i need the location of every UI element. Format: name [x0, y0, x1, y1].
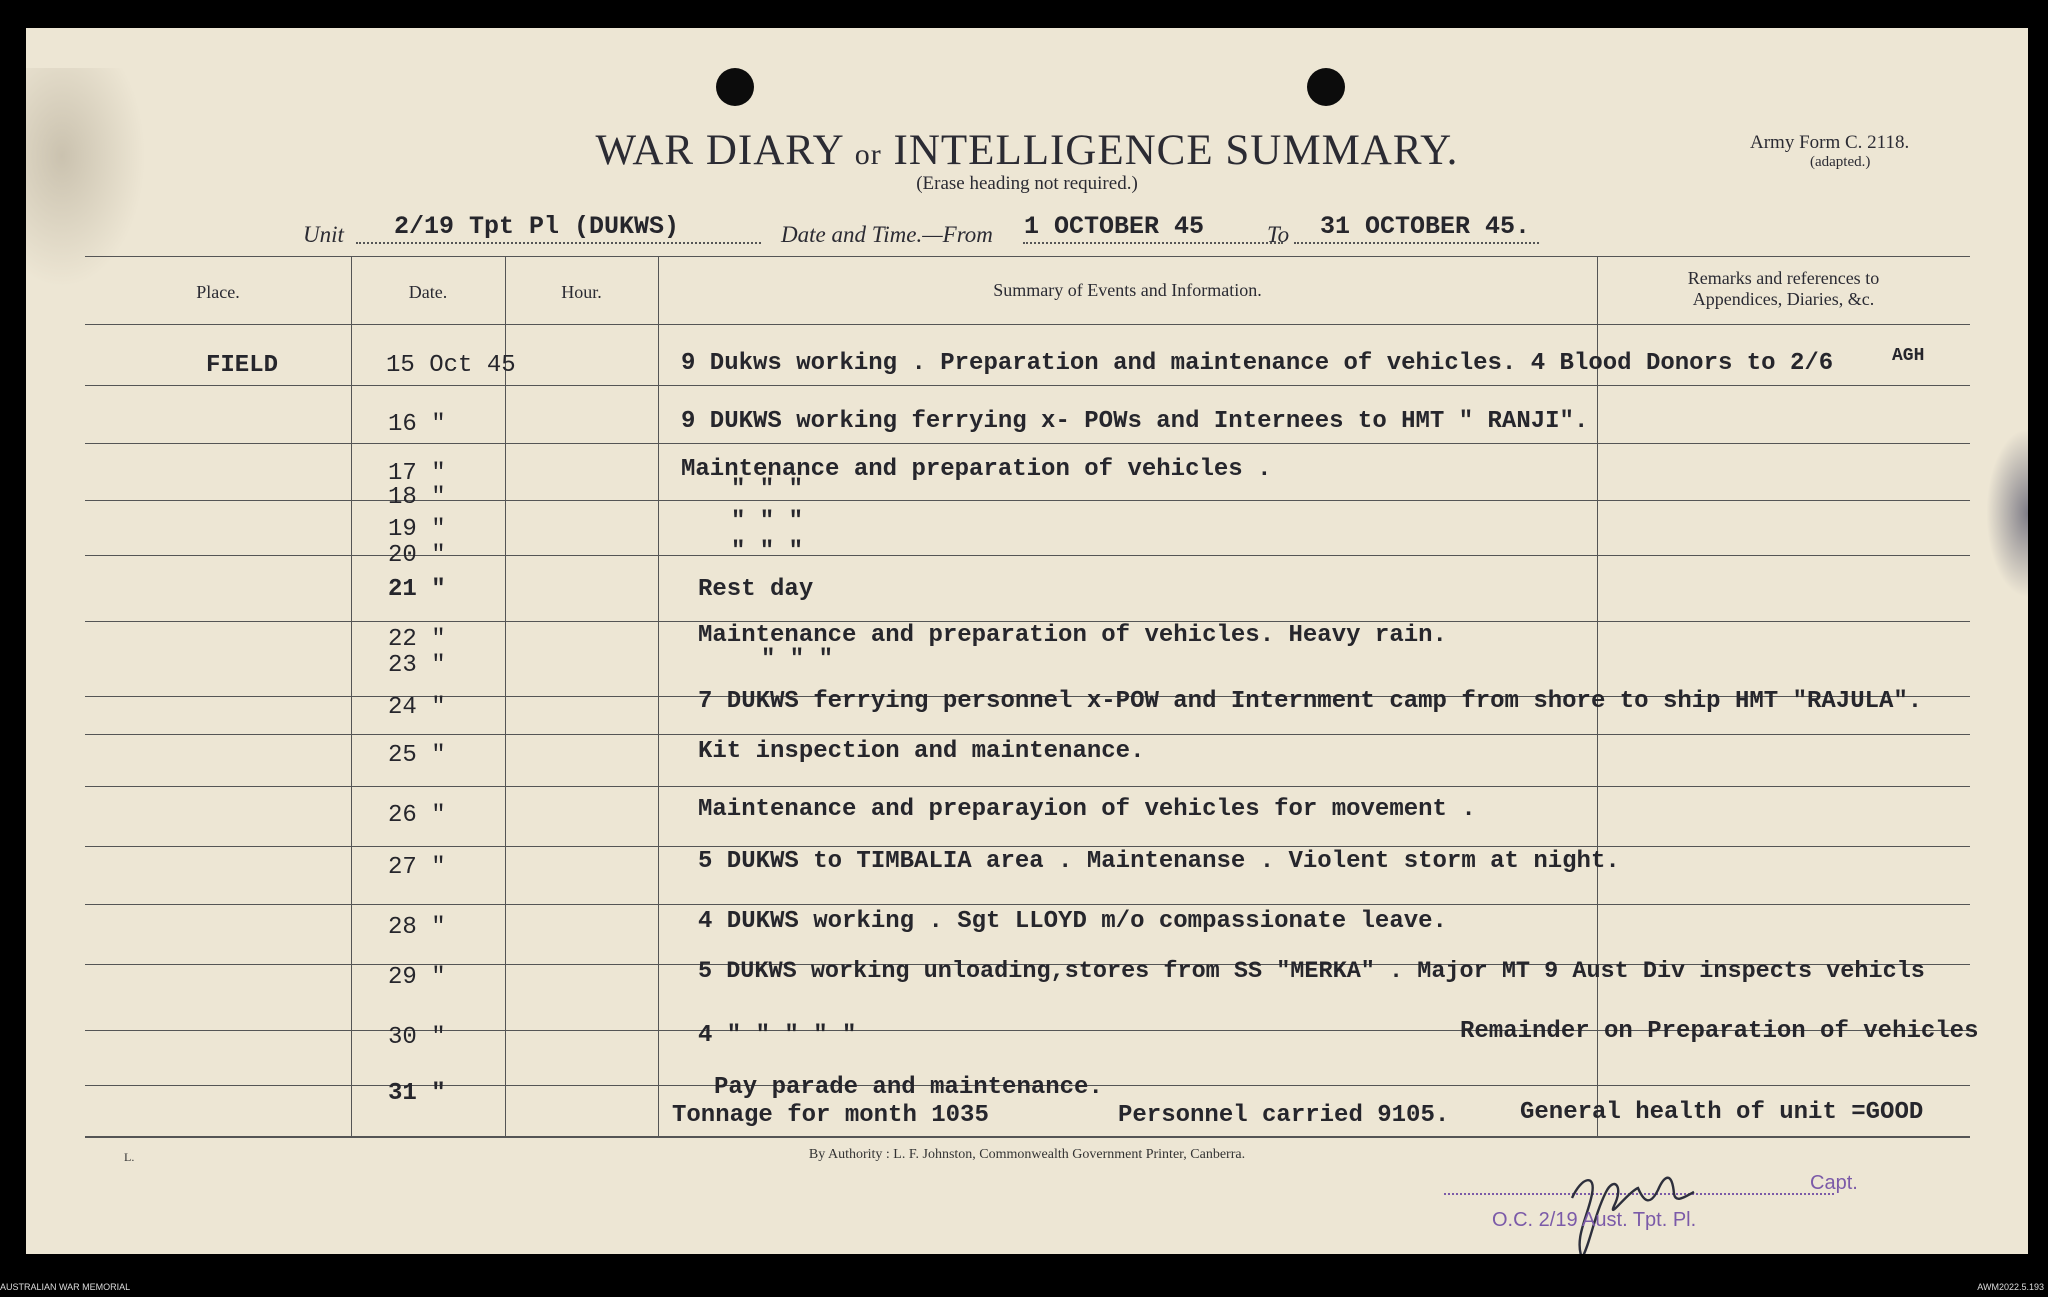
form-title: [26, 126, 2028, 175]
army-form-number: Army Form C. 2118.: [1750, 132, 1910, 153]
entry-date: 15 Oct 45: [386, 352, 516, 379]
entry-date: 30 ": [388, 1024, 446, 1051]
entry-date: 31 ": [388, 1080, 446, 1107]
unit-dotted-line: [356, 242, 761, 244]
entry-summary: Kit inspection and maintenance.: [698, 738, 1145, 765]
row-rule: [85, 904, 1970, 905]
entry-summary-continued: Remainder on Preparation of vehicles: [1460, 1018, 1979, 1045]
ink-blot: [1986, 428, 2028, 598]
entry-date: 25 ": [388, 742, 446, 769]
personnel-total: Personnel carried 9105.: [1118, 1102, 1450, 1129]
entry-date: 22 ": [388, 626, 446, 653]
title-main: WAR DIARY: [595, 127, 844, 174]
printer-authority: By Authority : L. F. Johnston, Commonwealth Government Printer, Canberra.: [808, 1147, 1246, 1162]
entry-place: FIELD: [206, 352, 279, 379]
entry-date: 27 ": [388, 854, 446, 881]
entry-date: 24 ": [388, 694, 446, 721]
unit-stamp: O.C. 2/19 Aust. Tpt. Pl.: [1492, 1209, 1697, 1231]
entry-summary: Maintenance and preparation of vehicles .: [681, 456, 1272, 483]
col-header-place: Place.: [196, 282, 240, 302]
entry-summary: " " ": [731, 508, 804, 535]
entry-summary: 9 DUKWS working ferrying x- POWs and Internees to HMT " RANJI".: [681, 408, 1589, 435]
from-date-value: 1 OCTOBER 45: [1024, 212, 1205, 241]
col-header-remarks: Remarks and references to: [1687, 268, 1880, 288]
rank-stamp: Capt.: [1810, 1172, 1858, 1194]
unit-value: 2/19 Tpt Pl (DUKWS): [394, 212, 680, 241]
table-bottom-rule: [85, 1136, 1970, 1138]
entry-summary: Rest day: [698, 576, 814, 603]
row-rule: [85, 846, 1970, 847]
entry-date: 23 ": [388, 652, 446, 679]
entry-date: 17 ": [388, 460, 446, 487]
entry-summary: " " ": [731, 538, 804, 565]
title-or: or: [854, 138, 882, 171]
entry-date: 26 ": [388, 802, 446, 829]
row-rule: [85, 443, 1970, 444]
entry-summary: Maintenance and preparation of vehicles. Heavy rain.: [698, 622, 1447, 649]
entry-summary: Maintenance and preparayion of vehicles for movement .: [698, 796, 1476, 823]
entry-date: 21 ": [388, 576, 446, 603]
entry-date: 20 ": [388, 542, 446, 569]
from-dotted-line: [1023, 242, 1283, 244]
col-header-remarks-2: Appendices, Diaries, &c.: [1692, 289, 1875, 309]
entry-summary: 4 DUKWS working . Sgt LLOYD m/o compassionate leave.: [698, 908, 1447, 935]
entry-date: 29 ": [388, 964, 446, 991]
row-rule: [85, 734, 1970, 735]
handwritten-signature: [1554, 1146, 1704, 1254]
col-header-hour: Hour.: [561, 282, 602, 302]
to-label: To: [1267, 222, 1290, 247]
punch-hole: [1307, 68, 1345, 106]
row-rule: [85, 385, 1970, 386]
punch-hole: [716, 68, 754, 106]
unit-health: General health of unit =GOOD: [1520, 1099, 1924, 1126]
row-rule: [85, 500, 1970, 501]
col-header-date: Date.: [408, 282, 448, 302]
form-subtitle: (Erase heading not required.): [916, 173, 1138, 194]
row-rule: [85, 555, 1970, 556]
entry-summary: " " ": [761, 646, 834, 673]
entry-date: 18 ": [388, 484, 446, 511]
row-rule: [85, 786, 1970, 787]
entry-summary: 5 DUKWS to TIMBALIA area . Maintenanse . Violent storm at night.: [698, 848, 1620, 875]
army-form-adapted: (adapted.): [1810, 154, 1871, 170]
col-header-summary: Summary of Events and Information.: [993, 280, 1262, 300]
date-time-label: Date and Time.—From: [781, 222, 993, 247]
tonnage-total: Tonnage for month 1035: [672, 1102, 989, 1129]
entry-summary: 5 DUKWS working unloading,stores from SS "MERKA" . Major MT 9 Aust Div inspects vehicls: [698, 958, 1925, 985]
entry-date: 16 ": [388, 411, 446, 438]
title-rest: INTELLIGENCE SUMMARY.: [893, 127, 1459, 174]
entry-summary: 4 " " " " ": [698, 1022, 857, 1049]
entry-summary: 9 Dukws working . Preparation and maintenance of vehicles. 4 Blood Donors to 2/6: [681, 350, 1834, 377]
archive-accession-number: AWM2022.5.193: [1977, 1282, 2044, 1292]
entry-date: 28 ": [388, 914, 446, 941]
header-bottom-rule: [85, 324, 1970, 325]
entry-summary: Pay parade and maintenance.: [714, 1074, 1103, 1101]
entry-date: 19 ": [388, 516, 446, 543]
to-date-value: 31 OCTOBER 45.: [1320, 212, 1531, 241]
unit-label: Unit: [303, 222, 344, 247]
to-dotted-line: [1294, 242, 1539, 244]
form-code: L.: [124, 1150, 135, 1164]
entry-summary: " " ": [731, 476, 804, 503]
archive-credit: AUSTRALIAN WAR MEMORIAL: [0, 1282, 131, 1292]
entry-remark: AGH: [1892, 346, 1925, 366]
table-top-rule: [85, 256, 1970, 257]
entry-summary: 7 DUKWS ferrying personnel x-POW and Internment camp from shore to ship HMT "RAJULA".: [698, 688, 1923, 715]
war-diary-page: [26, 28, 2028, 1254]
